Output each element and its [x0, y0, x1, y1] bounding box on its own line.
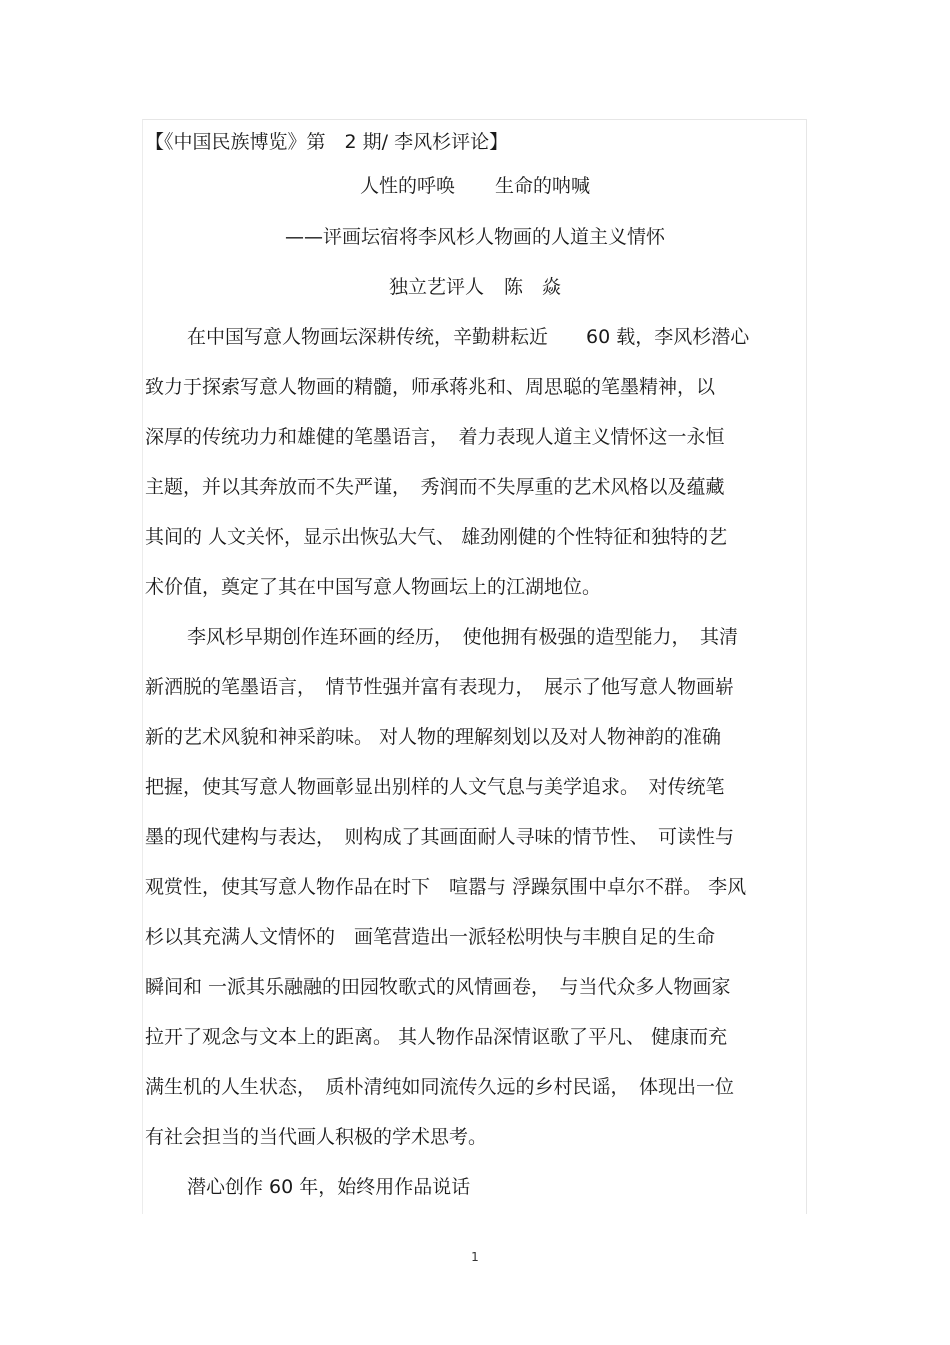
paragraph-line: 新的艺术风貌和神采韵味。 对人物的理解刻划以及对人物神韵的准确	[145, 726, 722, 748]
subtitle: ——评画坛宿将李风杉人物画的人道主义情怀	[284, 226, 665, 248]
paragraph-line: 主题，并以其奔放而不失严谨， 秀润而不失厚重的艺术风格以及蕴藏	[145, 476, 725, 498]
paragraph-line: 拉开了观念与文本上的距离。 其人物作品深情讴歌了平凡、 健康而充	[145, 1026, 728, 1048]
document-body	[145, 124, 805, 1212]
section-heading: 潜心创作 60 年，始终用作品说话	[187, 1176, 471, 1198]
paragraph-line: 术价值，奠定了其在中国写意人物画坛上的江湖地位。	[145, 576, 602, 598]
paragraph-line: 在中国写意人物画坛深耕传统，辛勤耕耘近 60 载，李风杉潜心	[187, 326, 750, 348]
title-part-1: 人性的呼唤	[359, 175, 455, 197]
paragraph-line: 李风杉早期创作连环画的经历， 使他拥有极强的造型能力， 其清	[187, 626, 739, 648]
paragraph-1	[145, 312, 805, 612]
paragraph-line: 深厚的传统功力和雄健的笔墨语言， 着力表现人道主义情怀这一永恒	[145, 426, 725, 448]
paragraph-line: 满生机的人生状态， 质朴清纯如同流传久远的乡村民谣， 体现出一位	[145, 1076, 735, 1098]
paragraph-line: 有社会担当的当代画人积极的学术思考。	[145, 1126, 488, 1148]
paragraph-line: 其间的 人文关怀，显示出恢弘大气、 雄劲刚健的个性特征和独特的艺	[145, 526, 728, 548]
paragraph-line: 杉以其充满人文情怀的 画笔营造出一派轻松明快与丰腴自足的生命	[145, 926, 716, 948]
paragraph-line: 新洒脱的笔墨语言， 情节性强并富有表现力， 展示了他写意人物画崭	[145, 676, 735, 698]
paragraph-2	[145, 612, 805, 1162]
paragraph-line: 把握，使其写意人物画彰显出别样的人文气息与美学追求。 对传统笔	[145, 776, 725, 798]
paragraph-line: 瞬间和 一派其乐融融的田园牧歌式的风情画卷， 与当代众多人物画家	[145, 976, 731, 998]
title-part-2: 生命的呐喊	[495, 175, 591, 197]
paragraph-line: 墨的现代建构与表达， 则构成了其画面耐人寻味的情节性、 可读性与	[145, 826, 735, 848]
paragraph-line: 观赏性，使其写意人物作品在时下 喧嚣与 浮躁氛围中卓尔不群。 李风	[145, 876, 747, 898]
paragraph-line: 致力于探索写意人物画的精髓，师承蒋兆和、周思聪的笔墨精神，以	[145, 376, 716, 398]
author-name: 陈 焱	[504, 276, 562, 298]
author-line	[145, 262, 805, 312]
header-line: 【《中国民族博览》第 2 期/ 李风杉评论】	[145, 131, 509, 153]
author-role: 独立艺评人	[388, 276, 484, 298]
page-title	[145, 160, 805, 212]
page-number: 1	[471, 1250, 479, 1264]
